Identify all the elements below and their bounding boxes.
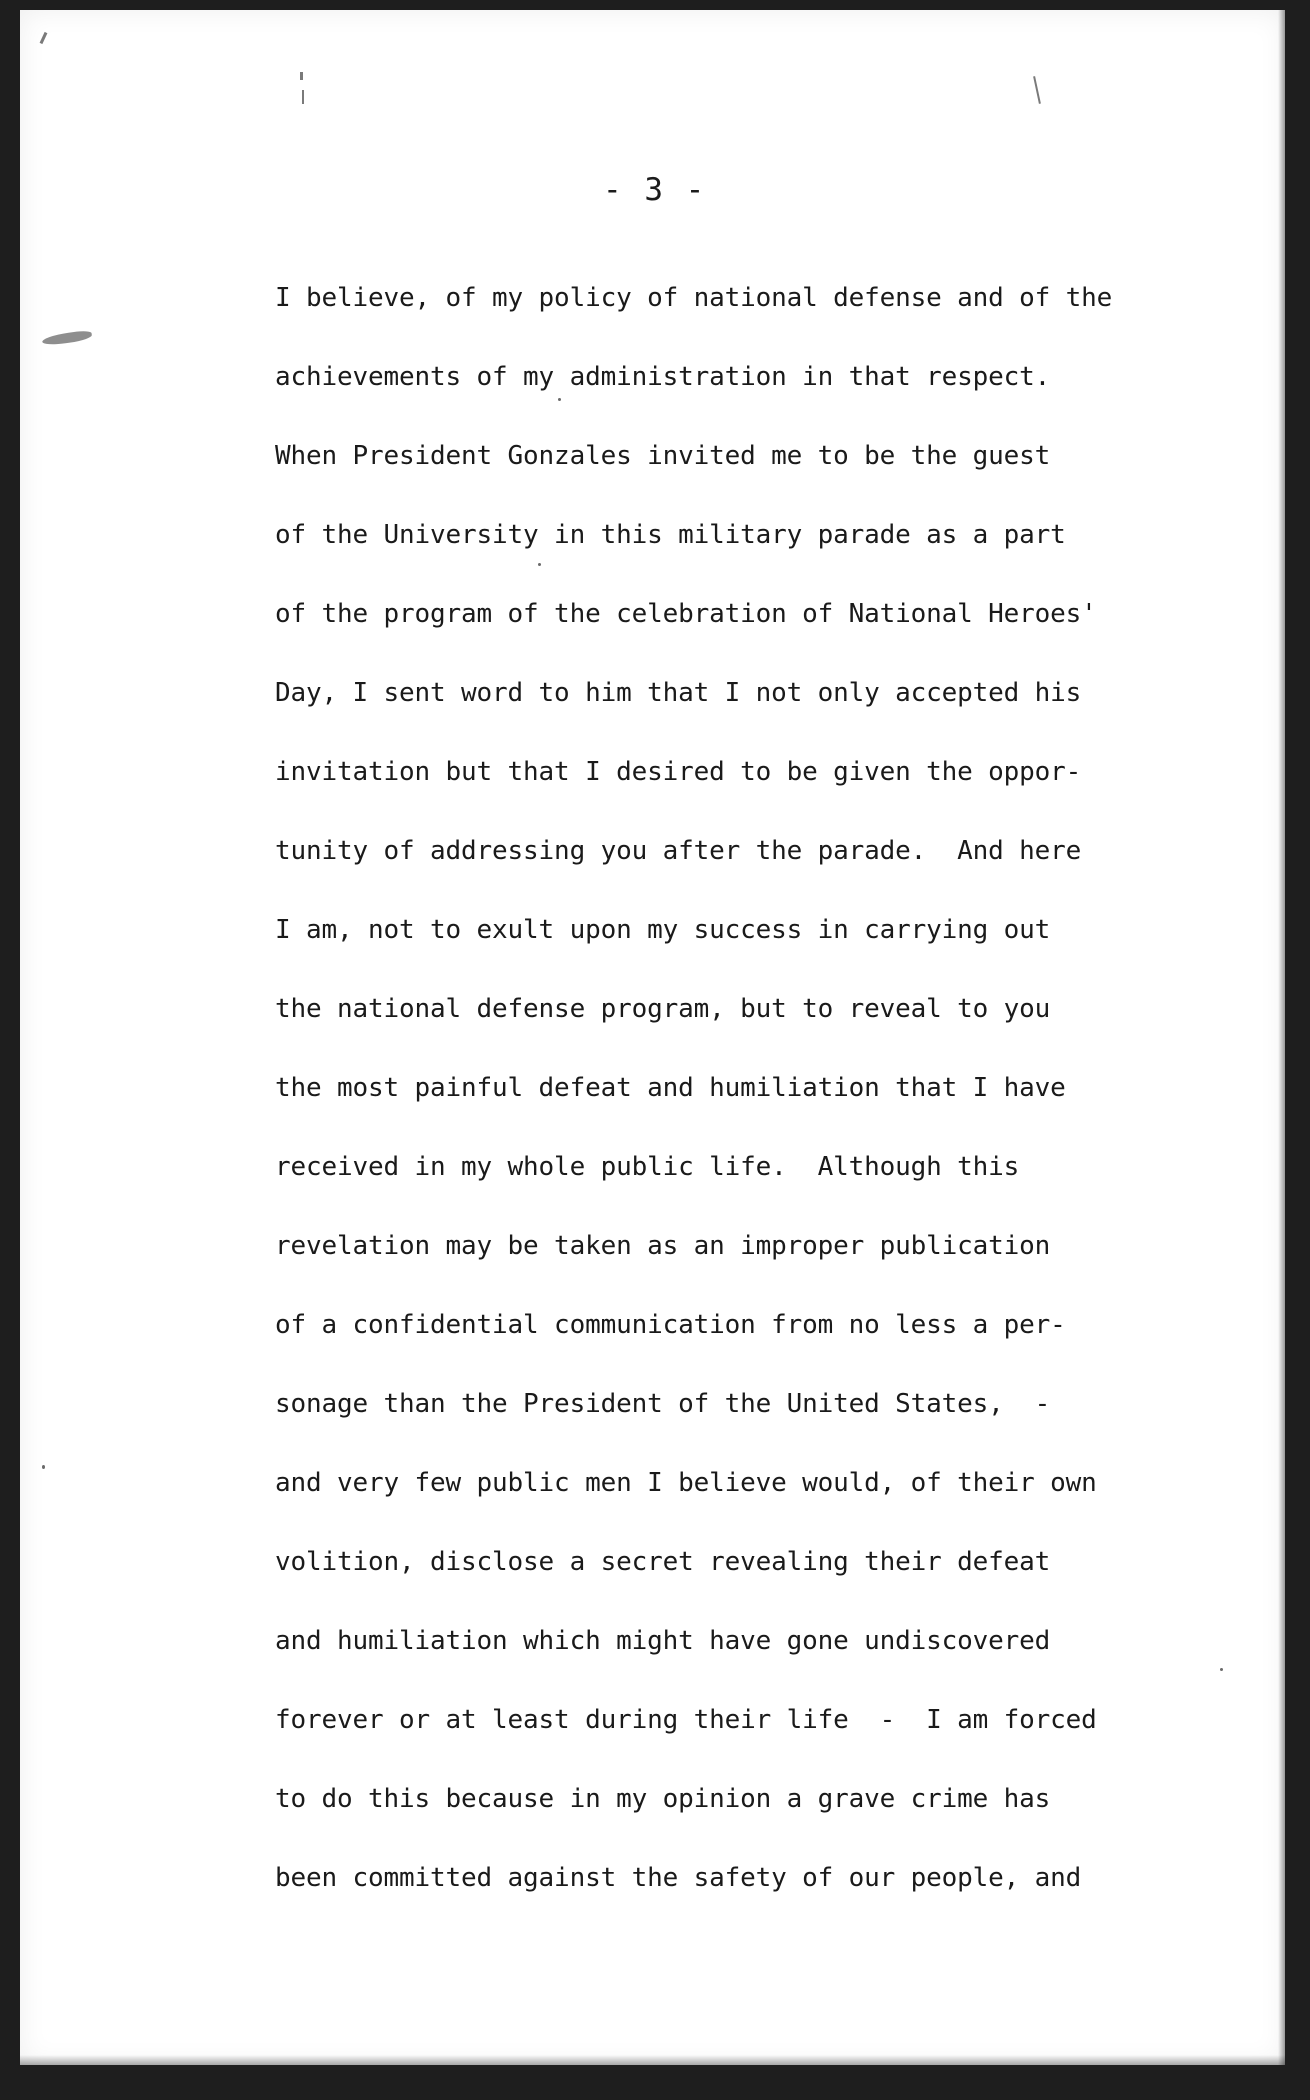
text-line: to do this because in my opinion a grave crime has	[275, 1784, 1051, 1814]
scan-mark	[1033, 76, 1041, 104]
scan-mark	[302, 90, 304, 104]
text-line: forever or at least during their life - I am forced	[275, 1705, 1097, 1735]
text-line: achievements of my administration in that respect.	[275, 362, 1051, 392]
scan-mark	[300, 72, 303, 80]
scan-speck	[42, 1465, 45, 1469]
text-line: the most painful defeat and humiliation that I have	[275, 1073, 1066, 1103]
text-line: I am, not to exult upon my success in carrying out	[275, 915, 1051, 945]
text-line: I believe, of my policy of national defense and of the	[275, 283, 1113, 313]
page-number: - 3 -	[603, 172, 707, 208]
text-line: of a confidential communication from no less a per-	[275, 1310, 1066, 1340]
text-line: received in my whole public life. Although this	[275, 1152, 1020, 1182]
text-line: When President Gonzales invited me to be the guest	[275, 441, 1051, 471]
text-line: been committed against the safety of our people, and	[275, 1863, 1082, 1893]
text-line: invitation but that I desired to be given the oppor-	[275, 757, 1082, 787]
scan-mark	[40, 32, 48, 44]
text-line: of the University in this military parade as a part	[275, 520, 1066, 550]
text-line: and humiliation which might have gone undiscovered	[275, 1626, 1051, 1656]
body-text	[275, 278, 1275, 1937]
page-edge-shadow-bottom	[20, 2055, 1285, 2065]
text-line: of the program of the celebration of National Heroes'	[275, 599, 1097, 629]
page-edge-shadow-right	[1278, 10, 1285, 2065]
text-line: sonage than the President of the United States, -	[275, 1389, 1051, 1419]
text-line: volition, disclose a secret revealing their defeat	[275, 1547, 1051, 1577]
text-line: the national defense program, but to reveal to you	[275, 994, 1051, 1024]
text-line: Day, I sent word to him that I not only accepted his	[275, 678, 1082, 708]
document-page	[20, 10, 1285, 2065]
text-line: revelation may be taken as an improper publication	[275, 1231, 1051, 1261]
ink-smudge	[42, 330, 93, 347]
text-line: and very few public men I believe would, of their own	[275, 1468, 1097, 1498]
text-line: tunity of addressing you after the parade. And here	[275, 836, 1082, 866]
